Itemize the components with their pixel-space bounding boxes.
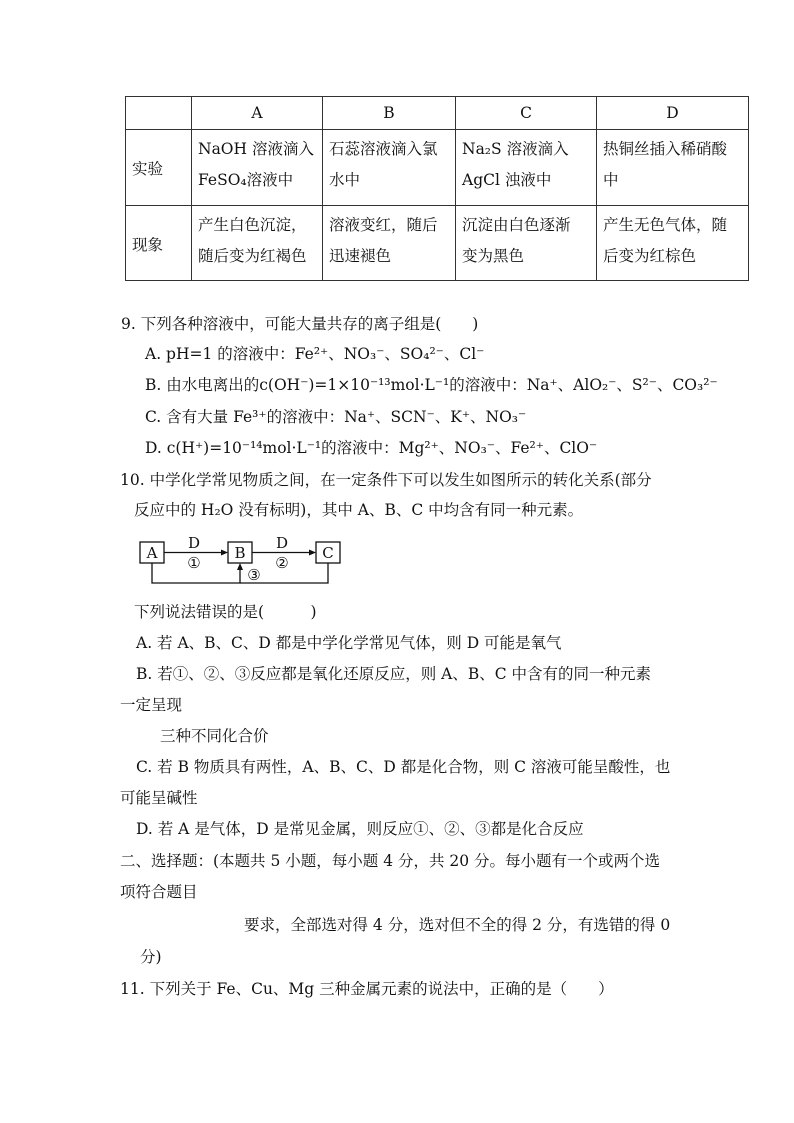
- table-cell: Na₂S 溶液滴入 AgCl 浊液中: [456, 130, 597, 206]
- q9-option-b: B. 由水电离出的c(OH⁻)=1×10⁻¹³mol·L⁻¹的溶液中：Na⁺、AlO₂⁻、S²⁻、CO₃²⁻: [145, 376, 718, 394]
- experiment-table: [125, 96, 749, 281]
- section2-heading-line1: 二、选择题：(本题共 5 小题，每小题 4 分，共 20 分。每小题有一个或两个选: [120, 852, 661, 870]
- label-box-c: C: [322, 544, 334, 562]
- table-header-cell: B: [323, 97, 456, 130]
- section2-heading-line3: 要求，全部选对得 4 分，选对但不全的得 2 分，有选错的得 0: [244, 916, 671, 934]
- table-cell: 溶液变红，随后 迅速褪色: [323, 206, 456, 281]
- table-row: [126, 206, 749, 281]
- label-box-b: B: [234, 544, 246, 562]
- reagent-d-2: D: [275, 536, 289, 552]
- transformation-diagram: [138, 536, 348, 588]
- q10-option-c-line2: 可能呈碱性: [120, 789, 198, 807]
- row-label-experiment: 实验: [126, 130, 192, 206]
- table-header-cell: A: [192, 97, 323, 130]
- q10-option-d: D. 若 A 是气体，D 是常见金属，则反应①、②、③都是化合反应: [136, 820, 584, 838]
- section2-heading-line4: 分): [140, 948, 162, 966]
- reagent-d-1: D: [187, 536, 201, 552]
- q10-option-b-line1: B. 若①、②、③反应都是氧化还原反应，则 A、B、C 中含有的同一种元素: [136, 665, 652, 683]
- label-box-a: A: [146, 544, 158, 562]
- q9-option-a: A. pH=1 的溶液中：Fe²⁺、NO₃⁻、SO₄²⁻、Cl⁻: [145, 345, 485, 363]
- reaction-label-3: ③: [247, 566, 261, 584]
- q9-option-c: C. 含有大量 Fe³⁺的溶液中：Na⁺、SCN⁻、K⁺、NO₃⁻: [145, 408, 527, 426]
- table-header-cell: D: [597, 97, 749, 130]
- reaction-label-1: ①: [187, 554, 201, 572]
- section2-heading-line2: 项符合题目: [120, 883, 198, 901]
- q10-question: 下列说法错误的是( ): [134, 603, 317, 621]
- q10-stem-line1: 10. 中学化学常见物质之间，在一定条件下可以发生如图所示的转化关系(部分: [120, 471, 652, 489]
- table-header-cell: C: [456, 97, 597, 130]
- q10-option-a: A. 若 A、B、C、D 都是中学化学常见气体，则 D 可能是氧气: [136, 634, 562, 652]
- table-cell: 产生无色气体，随 后变为红棕色: [597, 206, 749, 281]
- q11-stem: 11. 下列关于 Fe、Cu、Mg 三种金属元素的说法中，正确的是（ ）: [120, 980, 614, 998]
- table-row: [126, 130, 749, 206]
- table-header-row: [126, 97, 749, 130]
- q10-stem-line2: 反应中的 H₂O 没有标明)，其中 A、B、C 中均含有同一种元素。: [134, 501, 584, 519]
- q10-option-b-line3: 三种不同化合价: [160, 727, 269, 745]
- q9-stem: 9. 下列各种溶液中，可能大量共存的离子组是( ): [121, 315, 479, 333]
- q10-option-b-line2: 一定呈现: [120, 696, 183, 714]
- table-cell: 热铜丝插入稀硝酸 中: [597, 130, 749, 206]
- table-cell: 石蕊溶液滴入氯 水中: [323, 130, 456, 206]
- table-cell: NaOH 溶液滴入 FeSO₄溶液中: [192, 130, 323, 206]
- q9-option-d: D. c(H⁺)=10⁻¹⁴mol·L⁻¹的溶液中：Mg²⁺、NO₃⁻、Fe²⁺、ClO⁻: [145, 439, 598, 457]
- q10-option-c-line1: C. 若 B 物质具有两性，A、B、C、D 都是化合物，则 C 溶液可能呈酸性，也: [136, 758, 671, 776]
- table-cell: 产生白色沉淀， 随后变为红褐色: [192, 206, 323, 281]
- reaction-label-2: ②: [275, 554, 289, 572]
- table-cell: 沉淀由白色逐渐 变为黑色: [456, 206, 597, 281]
- row-label-phenomenon: 现象: [126, 206, 192, 281]
- table-header-cell: [126, 97, 192, 130]
